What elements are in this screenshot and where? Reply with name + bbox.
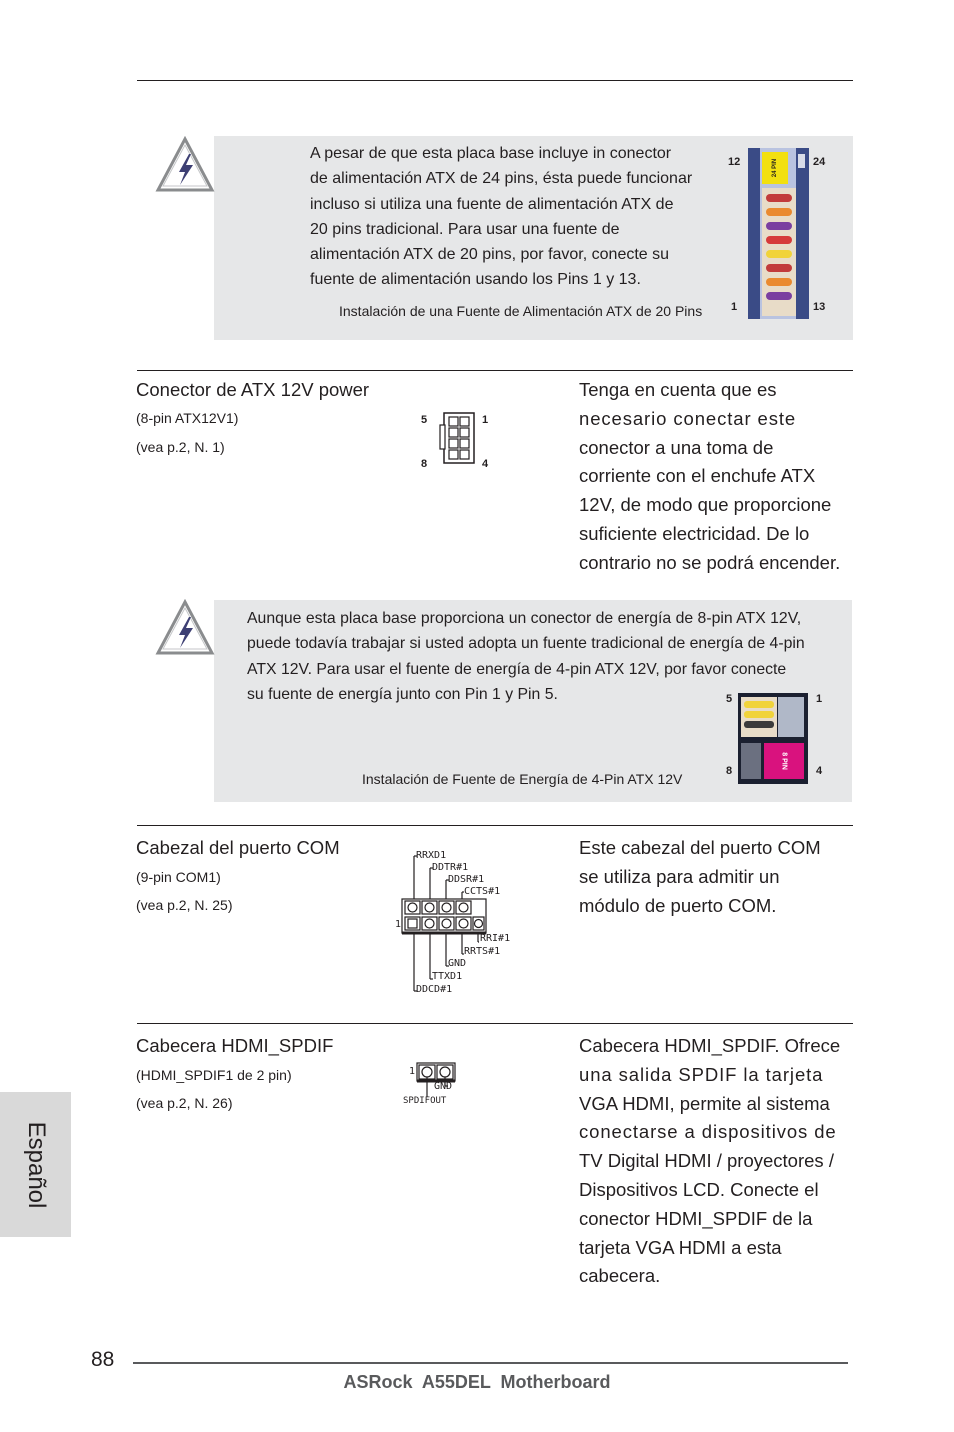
com-desc-line: Este cabezal del puerto COM xyxy=(579,837,821,858)
atx8pin-photo xyxy=(738,693,808,784)
hdmi-desc-line: VGA HDMI, permite al sistema xyxy=(579,1092,830,1114)
section-rule-hdmi xyxy=(137,1023,853,1024)
com-desc-line: módulo de puerto COM. xyxy=(579,894,777,916)
note1-caption: Instalación de una Fuente de Alimentación ATX de 20 Pins xyxy=(339,303,703,319)
hdmi-desc-line: Dispositivos LCD. Conecte el xyxy=(579,1178,819,1200)
com-signal-gnd: GND xyxy=(448,958,467,969)
com-sub1: (9-pin COM1) xyxy=(136,869,221,885)
hdmi-desc-line: cabecera. xyxy=(579,1265,661,1287)
top-rule xyxy=(137,80,853,81)
section-rule-atx12v xyxy=(137,370,853,371)
com-description xyxy=(579,834,854,920)
hdmi-desc-line: TV Digital HDMI / proyectores / xyxy=(579,1150,834,1172)
com-pin1-label: 1 xyxy=(395,919,402,930)
atx12v-desc-line: corriente con el enchufe ATX xyxy=(579,465,816,487)
note1-line: fuente de alimentación usando los Pins 1 y 13. xyxy=(310,271,641,289)
page-number: 88 xyxy=(91,1348,115,1371)
footer-brand: ASRock A55DEL Motherboard xyxy=(343,1372,611,1392)
atx12v-desc-line: 12V, de modo que proporcione xyxy=(579,494,832,516)
com-signal-rrxd1: RRXD1 xyxy=(416,850,447,861)
atx24pin-photo xyxy=(748,148,809,319)
atx12v-desc-line: suficiente electricidad. De lo xyxy=(579,522,810,544)
pin-13-label: 13 xyxy=(813,301,826,313)
note2-pin8-label: 8 xyxy=(726,765,733,777)
warning-icon xyxy=(154,136,216,194)
note2-line: su fuente de energía junto con Pin 1 y Pin 5. xyxy=(247,685,558,703)
atx12v-sub2: (vea p.2, N. 1) xyxy=(136,439,225,455)
section-rule-com xyxy=(137,825,853,826)
hdmi-pin1-label: 1 xyxy=(409,1066,416,1077)
note1-line: incluso si utiliza una fuente de alimentación ATX de xyxy=(310,195,674,213)
hdmi-desc-line: Cabecera HDMI_SPDIF. Ofrece xyxy=(579,1035,841,1056)
language-tab-label: Español xyxy=(22,1121,50,1208)
com-signal-ccts1: CCTS#1 xyxy=(464,886,501,897)
atx12v-desc-line: contrario no se podrá encender. xyxy=(579,551,841,573)
pin-12-label: 12 xyxy=(728,156,741,168)
com-signal-ttxd1: TTXD1 xyxy=(432,971,463,982)
atx12v-desc-line: conector a una toma de xyxy=(579,436,774,458)
8pin-sticker-label: 8 PIN xyxy=(780,752,788,770)
atx12v-pin5-label: 5 xyxy=(421,414,428,426)
note2-text xyxy=(247,606,847,707)
atx12v-desc-line: necesario conectar este xyxy=(579,407,797,429)
hdmi-sub1: (HDMI_SPDIF1 de 2 pin) xyxy=(136,1067,292,1083)
hdmi-spdifout-label: SPDIFOUT xyxy=(403,1096,447,1106)
footer-rule xyxy=(133,1362,848,1364)
note2-pin1-label: 1 xyxy=(816,693,823,705)
note1-line: A pesar de que esta placa base incluye in conector xyxy=(310,145,672,162)
com-signal-ddtr1: DDTR#1 xyxy=(432,862,469,873)
pin-24-label: 24 xyxy=(813,156,826,168)
atx12v-pin8-label: 8 xyxy=(421,458,428,470)
com-sub2: (vea p.2, N. 25) xyxy=(136,897,233,913)
atx12v-desc-line: Tenga en cuenta que es xyxy=(579,379,777,400)
pin-1-label: 1 xyxy=(731,301,738,313)
atx12v-pin4-label: 4 xyxy=(482,458,489,470)
note2-line: ATX 12V. Para usar el fuente de energía de 4-pin ATX 12V, por favor conecte xyxy=(247,660,787,678)
com-desc-line: se utiliza para admitir un xyxy=(579,865,780,887)
language-side-tab xyxy=(0,1092,71,1237)
note2-caption: Instalación de Fuente de Energía de 4-Pin ATX 12V xyxy=(362,771,683,787)
com-header-diagram xyxy=(393,846,523,998)
atx12v-connector-diagram xyxy=(438,411,476,465)
hdmi-gnd-label: GND xyxy=(434,1081,453,1092)
com-signal-ddsr1: DDSR#1 xyxy=(448,874,485,885)
atx12v-sub1: (8-pin ATX12V1) xyxy=(136,410,239,426)
com-signal-rri1: RRI#1 xyxy=(480,933,511,944)
atx12v-pin1-label: 1 xyxy=(482,414,489,426)
note1-line: 20 pins tradicional. Para usar una fuente de xyxy=(310,220,620,238)
note2-pin5-label: 5 xyxy=(726,693,733,705)
warning-icon xyxy=(154,599,216,657)
hdmi-spdif-diagram xyxy=(403,1060,473,1110)
atx12v-title: Conector de ATX 12V power xyxy=(136,379,370,400)
24pin-sticker-label: 24 PIN xyxy=(772,158,778,178)
note2-line: Aunque esta placa base proporciona un conector de energía de 8-pin ATX 12V, xyxy=(247,610,802,627)
hdmi-desc-line: una salida SPDIF la tarjeta xyxy=(579,1063,824,1085)
note1-line: alimentación ATX de 20 pins, por favor, conecte su xyxy=(310,246,670,264)
hdmi-title: Cabecera HDMI_SPDIF xyxy=(136,1035,334,1056)
com-signal-rrts1: RRTS#1 xyxy=(464,946,501,957)
note1-line: de alimentación ATX de 24 pins, ésta puede funcionar xyxy=(310,170,693,188)
com-title: Cabezal del puerto COM xyxy=(136,837,340,858)
note2-pin4-label: 4 xyxy=(816,765,823,777)
hdmi-desc-line: conector HDMI_SPDIF de la xyxy=(579,1207,813,1229)
com-signal-ddcd1: DDCD#1 xyxy=(416,984,453,995)
note1-text xyxy=(310,141,720,293)
note2-line: puede todavía trabajar si usted adopta un fuente tradicional de energía de 4-pin xyxy=(247,635,805,653)
hdmi-description xyxy=(579,1032,854,1291)
hdmi-sub2: (vea p.2, N. 26) xyxy=(136,1095,233,1111)
hdmi-desc-line: conectarse a dispositivos de xyxy=(579,1121,837,1143)
hdmi-desc-line: tarjeta VGA HDMI a esta xyxy=(579,1236,782,1258)
atx12v-description xyxy=(579,376,854,578)
